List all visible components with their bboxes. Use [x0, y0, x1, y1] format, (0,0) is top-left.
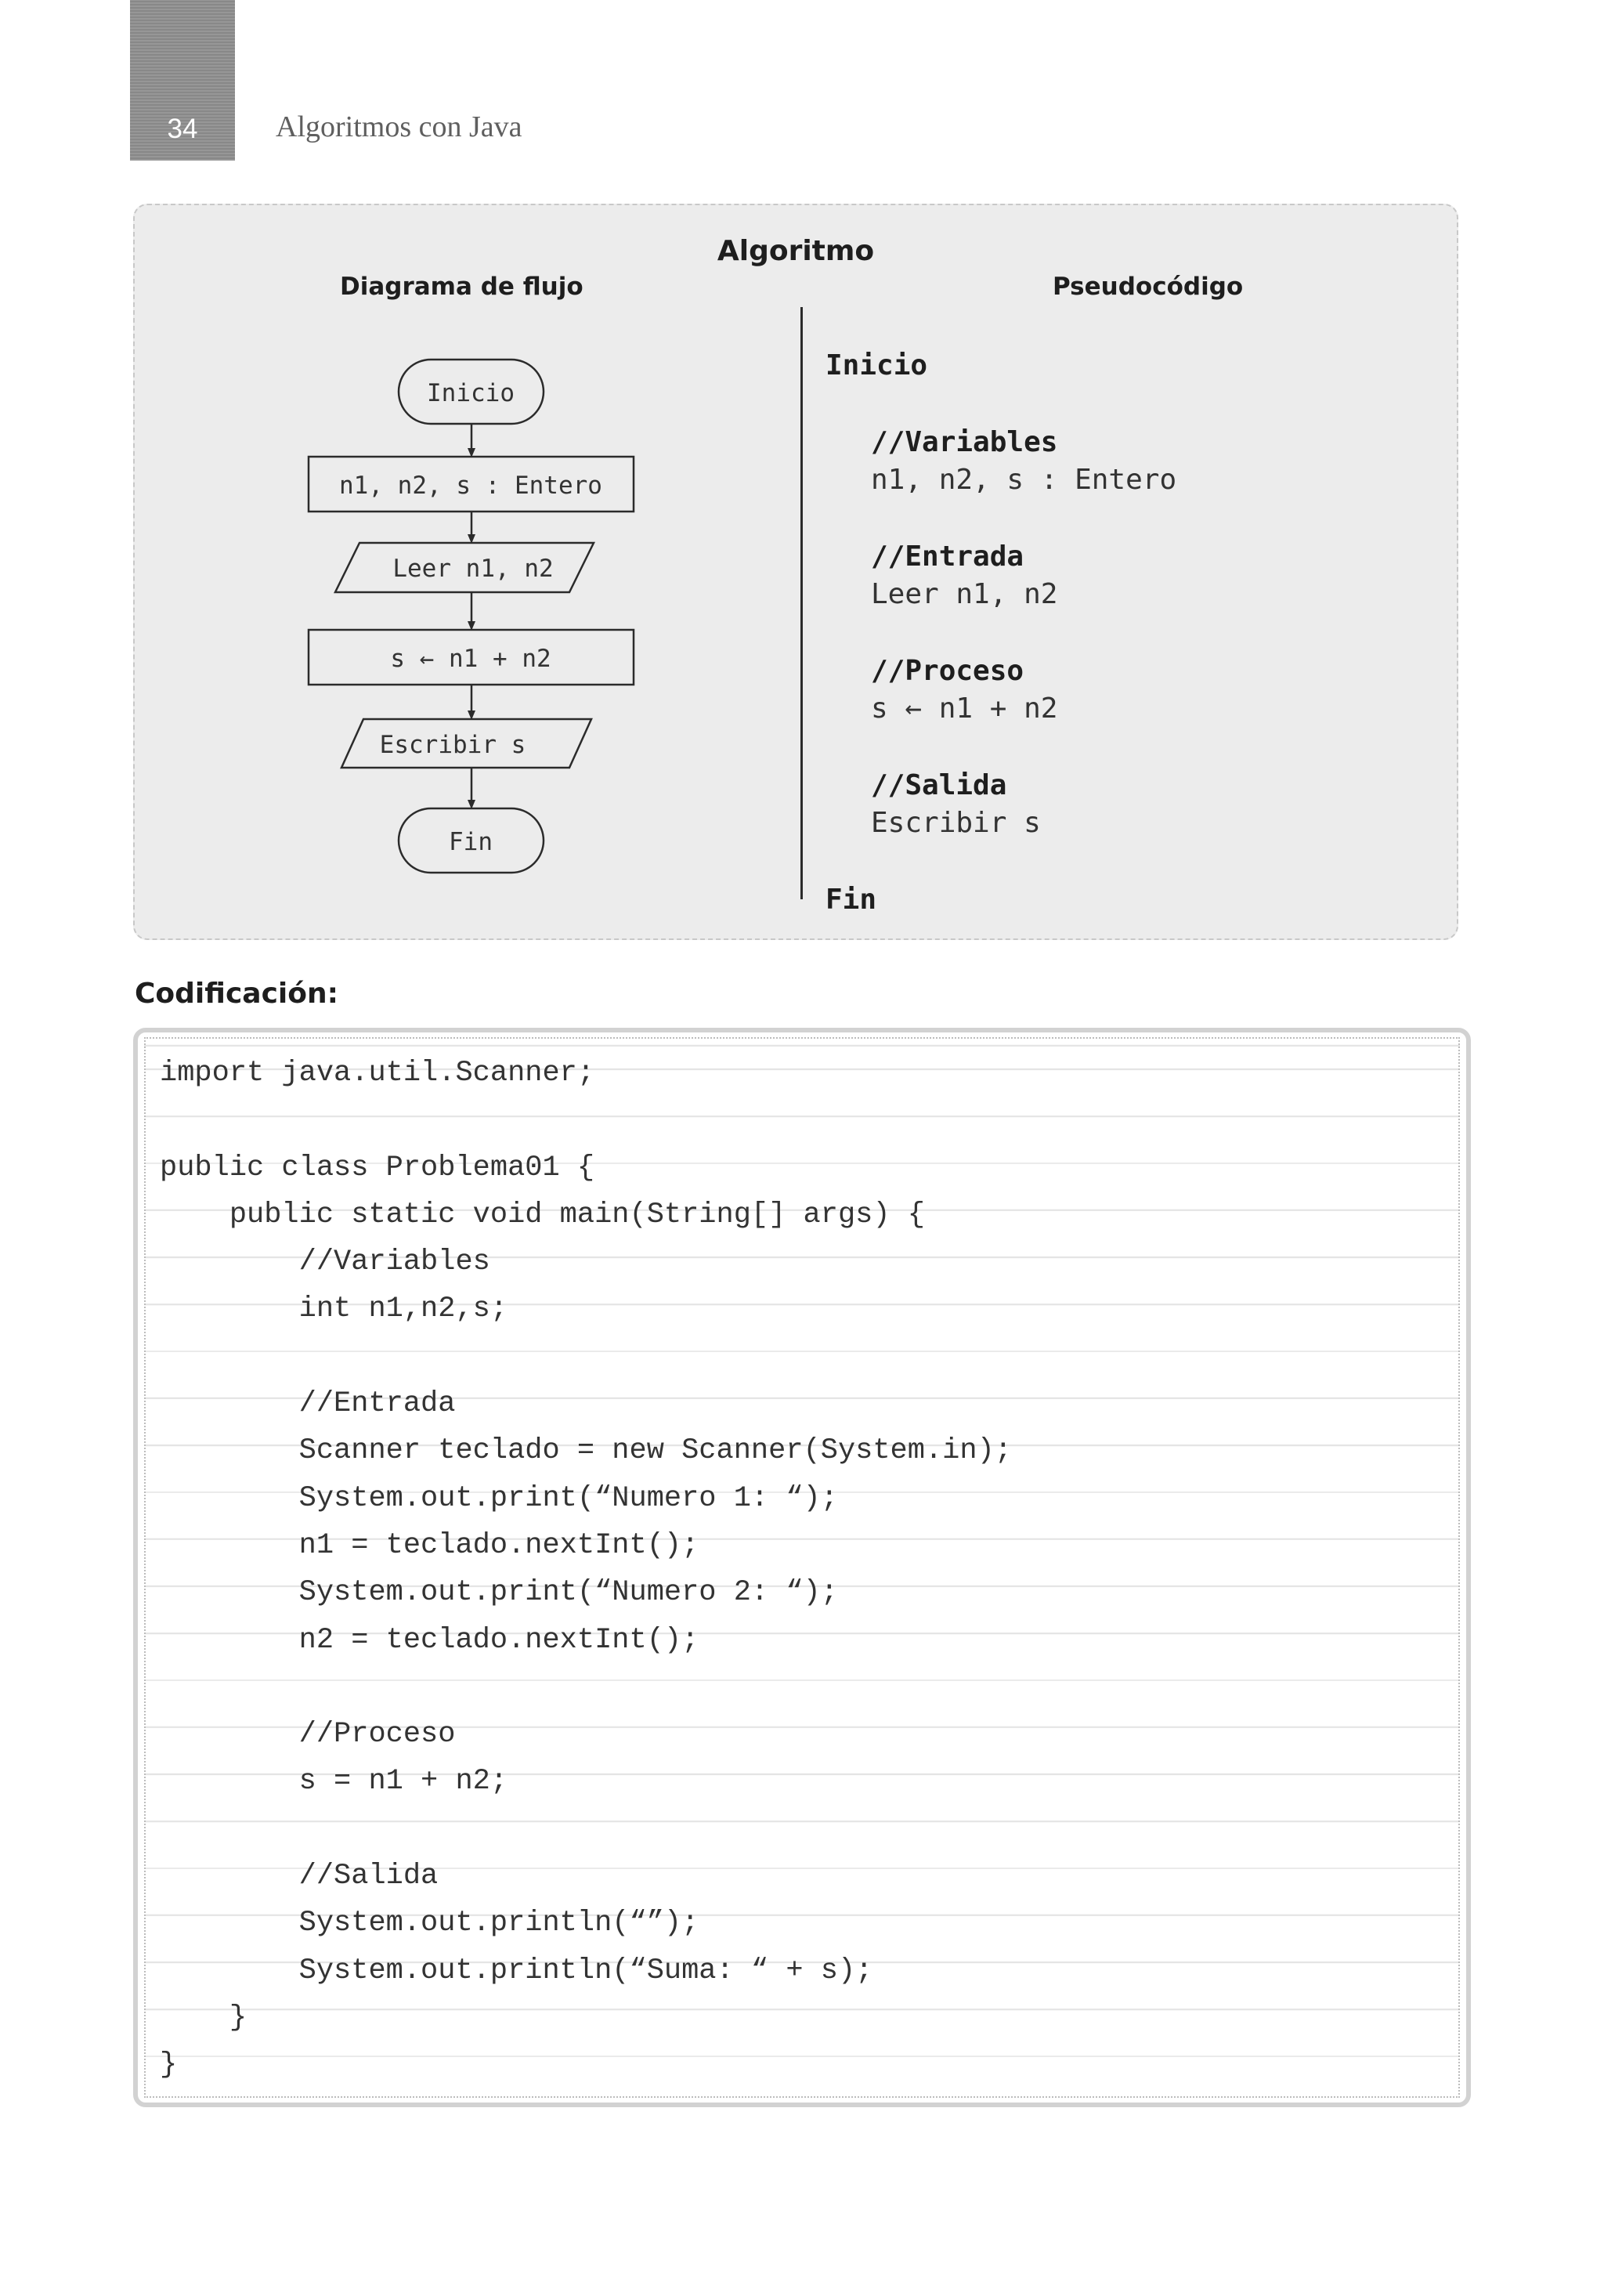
flow-end-text: Fin [449, 828, 493, 856]
code-line: //Salida [160, 1860, 439, 1893]
code-listing [133, 1028, 1471, 2107]
code-line: System.out.print(“Numero 1: “); [160, 1481, 838, 1515]
page-number-tab [130, 0, 235, 161]
code-line: //Entrada [160, 1387, 456, 1421]
code-line [160, 1333, 1012, 1380]
pseudo-line-entrada: Leer n1, n2 [871, 578, 1058, 610]
flow-output-box [341, 719, 591, 768]
pseudocode-heading: Pseudocódigo [1053, 273, 1244, 301]
flow-output-text: Escribir s [379, 731, 526, 759]
code-line: public class Problema01 { [160, 1151, 595, 1184]
pseudo-line-salida: Escribir s [871, 807, 1041, 839]
running-title: Algoritmos con Java [276, 110, 522, 143]
page-number: 34 [167, 114, 198, 144]
flow-input-box [335, 543, 594, 592]
pseudo-line-variables: n1, n2, s : Entero [871, 464, 1177, 496]
code-line: import java.util.Scanner; [160, 1057, 595, 1090]
code-line: n2 = teclado.nextInt(); [160, 1623, 699, 1657]
pseudo-comment-variables: //Variables [871, 426, 1058, 458]
flow-declare-box [309, 457, 634, 512]
algorithm-title: Algoritmo [717, 235, 875, 267]
flow-start-terminal [399, 360, 544, 424]
pseudo-end: Fin [825, 884, 877, 916]
pseudo-comment-entrada: //Entrada [871, 541, 1024, 573]
algorithm-panel [133, 204, 1458, 940]
coding-label: Codificación: [135, 978, 339, 1010]
code-line [160, 1664, 1012, 1711]
flow-input-text: Leer n1, n2 [392, 555, 554, 583]
code-line: } [160, 2001, 247, 2034]
code-line: Scanner teclado = new Scanner(System.in); [160, 1434, 1012, 1468]
flow-declare-text: n1, n2, s : Entero [339, 472, 602, 500]
code-lines [160, 1050, 1012, 2089]
code-line [160, 1806, 1012, 1853]
code-line: System.out.println(“”); [160, 1907, 699, 1940]
flow-end-terminal [399, 808, 544, 873]
code-line: int n1,n2,s; [160, 1293, 508, 1326]
code-line: s = n1 + n2; [160, 1765, 508, 1799]
code-line: System.out.println(“Suma: “ + s); [160, 1954, 873, 1987]
code-line: public static void main(String[] args) { [160, 1198, 925, 1231]
pseudo-comment-salida: //Salida [871, 769, 1007, 801]
flowchart [135, 205, 1460, 942]
flow-process-box [309, 630, 634, 685]
code-line: //Proceso [160, 1718, 456, 1752]
flow-start-text: Inicio [427, 379, 515, 407]
pseudo-comment-proceso: //Proceso [871, 655, 1024, 687]
code-line [160, 1097, 1012, 1144]
pseudo-line-proceso: s ← n1 + n2 [871, 692, 1058, 725]
flowchart-heading: Diagrama de flujo [340, 273, 583, 301]
pseudo-begin: Inicio [825, 349, 928, 381]
code-line: //Variables [160, 1246, 490, 1279]
code-area [144, 1037, 1460, 2098]
code-line: n1 = teclado.nextInt(); [160, 1528, 699, 1562]
flow-process-text: s ← n1 + n2 [390, 645, 551, 673]
code-line: System.out.print(“Numero 2: “); [160, 1576, 838, 1610]
code-line: } [160, 2048, 178, 2082]
